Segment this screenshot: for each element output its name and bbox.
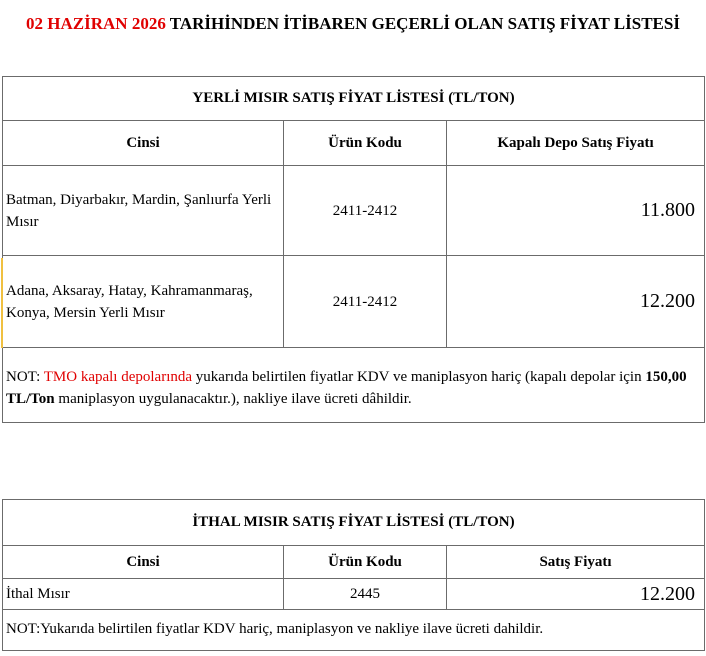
domestic-section-heading: YERLİ MISIR SATIŞ FİYAT LİSTESİ (TL/TON) bbox=[3, 77, 704, 121]
row-code: 2411-2412 bbox=[284, 166, 447, 255]
note-mid: yukarıda belirtilen fiyatlar KDV ve maniplasyon hariç (kapalı depolar için bbox=[192, 369, 646, 385]
row-price: 12.200 bbox=[640, 290, 695, 312]
domestic-header-row bbox=[3, 121, 704, 166]
note-prefix: NOT: bbox=[6, 369, 44, 385]
row-code: 2411-2412 bbox=[284, 256, 447, 347]
imported-price-table bbox=[2, 499, 705, 651]
column-header-price: Satış Fiyatı bbox=[539, 553, 612, 570]
domestic-note bbox=[3, 366, 704, 416]
imported-section-heading: İTHAL MISIR SATIŞ FİYAT LİSTESİ (TL/TON) bbox=[3, 500, 704, 546]
row-code: 2445 bbox=[284, 579, 447, 609]
row-price: 11.800 bbox=[640, 199, 695, 221]
title-date: 02 HAZİRAN 2026 bbox=[26, 13, 166, 33]
page-title bbox=[0, 0, 706, 47]
domestic-price-table bbox=[2, 76, 705, 423]
column-header-type: Cinsi bbox=[3, 546, 284, 578]
column-header-type: Cinsi bbox=[3, 121, 284, 165]
note-highlight: TMO kapalı depolarında bbox=[43, 369, 193, 385]
row-type: Adana, Aksaray, Hatay, Kahramanmaraş, Konya, Mersin Yerli Mısır bbox=[3, 256, 284, 347]
row-price: 12.200 bbox=[640, 582, 695, 605]
column-header-code: Ürün Kodu bbox=[284, 546, 447, 578]
row-accent-mark bbox=[1, 258, 3, 348]
imported-note: NOT:Yukarıda belirtilen fiyatlar KDV hariç, maniplasyon ve nakliye ilave ücreti dahildir. bbox=[6, 621, 544, 637]
table-row bbox=[3, 256, 704, 348]
column-header-code: Ürün Kodu bbox=[284, 121, 447, 165]
table-row bbox=[3, 166, 704, 256]
row-type: İthal Mısır bbox=[3, 579, 284, 609]
title-text: TARİHİNDEN İTİBAREN GEÇERLİ OLAN SATIŞ FİYAT LİSTESİ bbox=[165, 13, 680, 33]
note-suffix: maniplasyon uygulanacaktır.), nakliye ilave ücreti dâhildir. bbox=[54, 391, 412, 407]
imported-header-row bbox=[3, 546, 704, 579]
column-header-price: Kapalı Depo Satış Fiyatı bbox=[497, 134, 654, 151]
table-row bbox=[3, 579, 704, 610]
note-bold: 150,00 TL/Ton bbox=[6, 369, 687, 407]
row-type: Batman, Diyarbakır, Mardin, Şanlıurfa Yerli Mısır bbox=[3, 166, 284, 255]
